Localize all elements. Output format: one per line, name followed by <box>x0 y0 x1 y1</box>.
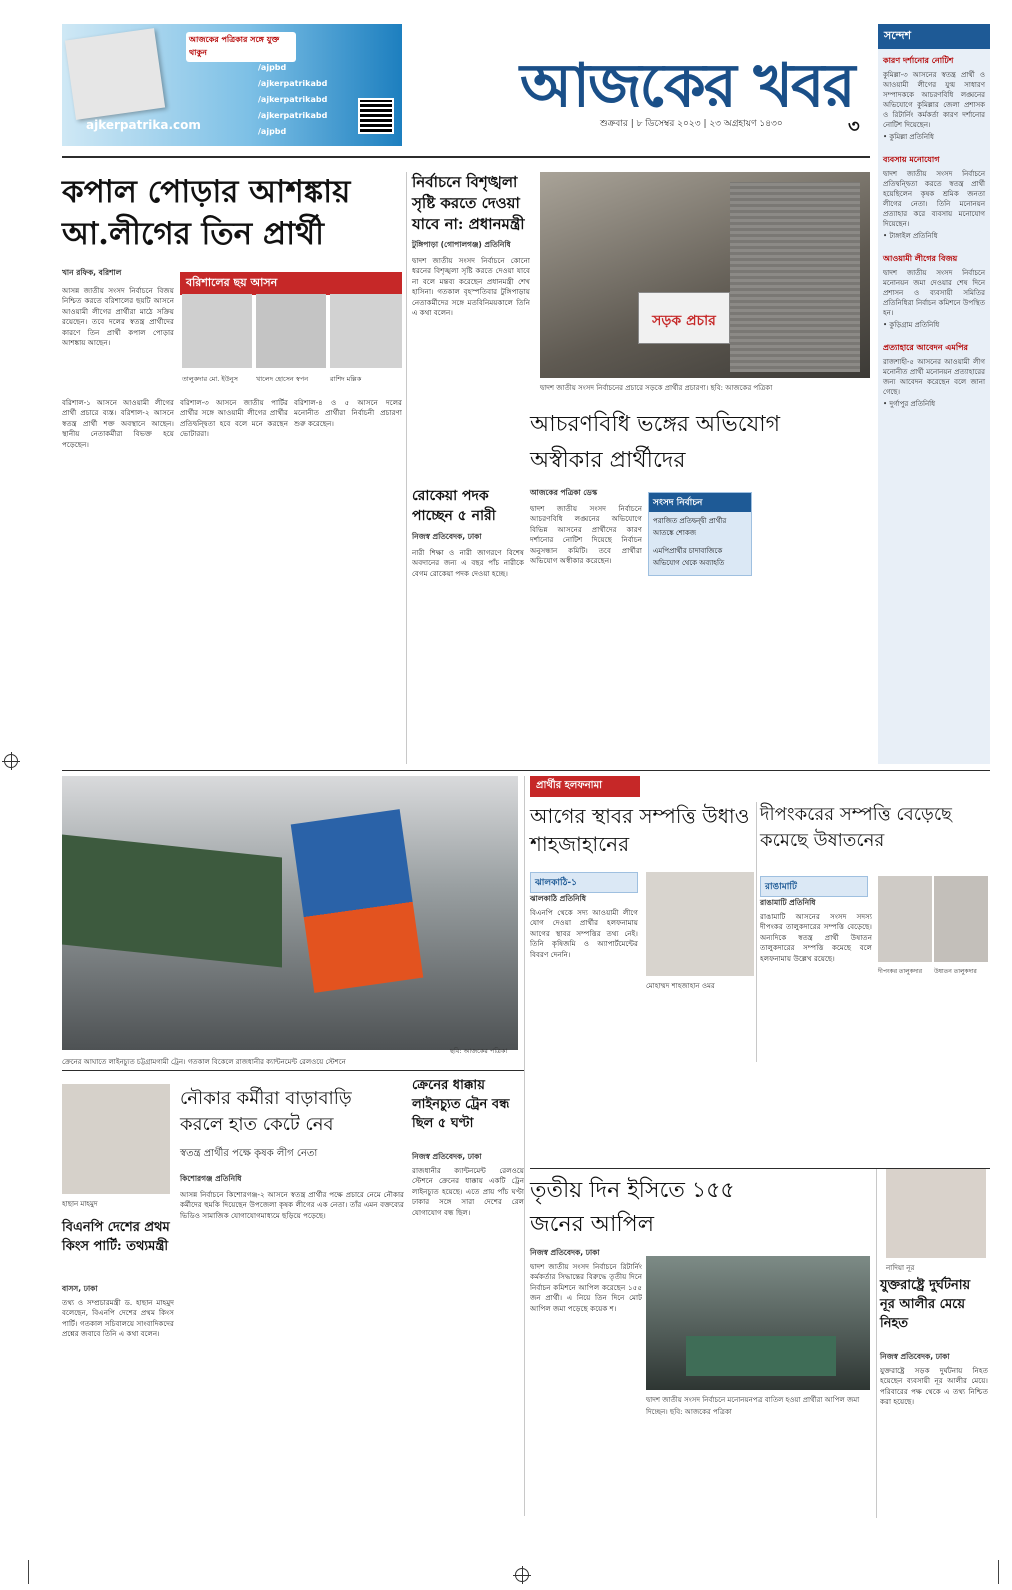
appeal-headline-line1[interactable]: তৃতীয় দিন ইসিতে ১৫৫ <box>530 1178 735 1203</box>
brief-credit: • দুর্গাপুর প্রতিনিধি <box>883 400 936 408</box>
header-rule <box>62 156 870 158</box>
candidate-caption: তালুকদার মো. ইউনুস <box>182 375 238 383</box>
shop-shutter <box>730 182 860 372</box>
affidavit-left-headline[interactable]: আগের স্থাবর সম্পত্তি উধাও শাহজাহানের <box>530 804 750 856</box>
affidavit-left-place: ঝালকাঠি-১ <box>530 872 638 893</box>
boat-headline[interactable]: নৌকার কর্মীরা বাড়াবাড়ি করলে হাত কেটে নেব <box>180 1088 352 1135</box>
ad-domain[interactable]: ajkerpatrika.com <box>86 118 201 132</box>
lead-text: বরিশাল-৪ ও ৫ আসনে দলের মনোনীত প্রার্থীরা নির্বাচনী প্রচারণা শুরু করেছেন। <box>294 398 402 428</box>
appeal-text: দ্বাদশ জাতীয় সংসদ নির্বাচনে রিটার্নিং কর্মকর্তার সিদ্ধান্তের বিরুদ্ধে তৃতীয় দিনে নির্বাচন কমিশনে আপিল করেছেন ১৫৫ জন প্রার্থী। এ নিয়ে তিন দিনে মোট আপিল জমা পড়েছে কয়েক শ। <box>530 1262 642 1313</box>
bnp-text: তথ্য ও সম্প্রচারমন্ত্রী ড. হাছান মাহমুদ বলেছেন, বিএনপি দেশের প্রথম কিংস পার্টি। গতকাল সচিবালয়ে সাংবাদিকদের প্রশ্নের জবাবে তিনি এ কথা বলেন। <box>62 1298 174 1339</box>
train-text: রাজধানীর ক্যান্টনমেন্ট রেলওয়ে স্টেশনে ক্রেনের ধাক্কায় একটি ট্রেন লাইনচ্যুত হয়েছে। এতে প্রায় পাঁচ ঘণ্টা ঢাকার সঙ্গে সারা দেশের রেল যোগাযোগ বন্ধ ছিল। <box>412 1166 524 1217</box>
rickshaw-campaign-photo <box>540 172 870 378</box>
campaign-sign <box>638 292 730 344</box>
affidavit-left-byline: ঝালকাঠি প্রতিনিধি <box>530 894 586 903</box>
crop-mark-icon <box>998 1560 999 1584</box>
conduct-headline-line2[interactable]: অস্বীকার প্রার্থীদের <box>530 448 686 473</box>
campaign-sign-text: সড়ক প্রচার <box>652 313 716 329</box>
qr-code[interactable] <box>358 98 394 134</box>
lead-text: আসন্ন জাতীয় সংসদ নির্বাচনে বিজয় নিশ্চিত করতে বরিশালের ছয়টি আসনে আওয়ামী লীগের প্রার্থীরা মাঠে সক্রিয় রয়েছেন। তবে দলের স্বতন্ত্র প্রার্থীদের কারণে তিন প্রার্থী কপাল পোড়ার আশঙ্কায় আছেন। <box>62 286 174 348</box>
ad-social-list <box>258 60 354 140</box>
ec-appeal-photo <box>646 1256 870 1390</box>
rokeya-text: নারী শিক্ষা ও নারী জাগরণে বিশেষ অবদানের জন্য এ বছর পাঁচ নারীকে বেগম রোকেয়া পদক দেওয়া হচ্ছে। <box>412 548 524 578</box>
lead-text: বরিশাল-৩ আসনে জাতীয় পার্টির প্রার্থীর সঙ্গে আওয়ামী লীগের প্রার্থীর প্রতিদ্বন্দ্বিতা হবে বলে মনে করছেন ভোটাররা। <box>180 398 288 439</box>
candidate-photo <box>182 294 252 368</box>
usa-headline[interactable]: যুক্তরাষ্ট্রে দুর্ঘটনায় নূর আলীর মেয়ে নিহত <box>880 1278 971 1331</box>
brief-title: আওয়ামী লীগের বিজয় <box>883 254 958 263</box>
affidavit-right-text: রাঙামাটি আসনের সংসদ সদস্য দীপংকর তালুকদারের সম্পত্তি বেড়েছে। অন্যদিকে স্বতন্ত্র প্রার্থী উষাতন তালুকদারের সম্পত্তি কমেছে বলে হলফনামায় উল্লেখ রয়েছে। <box>760 912 872 963</box>
bnp-byline: বাসস, ঢাকা <box>62 1284 98 1293</box>
boat-byline: কিশোরগঞ্জ প্রতিনিধি <box>180 1174 242 1183</box>
twitter-link[interactable]: /ajkerpatrikabd <box>258 79 328 88</box>
conduct-byline: আজকের পত্রিকা ডেস্ক <box>530 488 598 497</box>
affidavit-right-place: রাঙামাটি <box>760 876 868 897</box>
train-photo-credit: ছবি: আজকের পত্রিকা <box>450 1047 508 1055</box>
appeal-table <box>686 1336 836 1376</box>
bnp-headline[interactable]: বিএনপি দেশের প্রথম কিংস পার্টি: তথ্যমন্ত্রী <box>62 1220 170 1254</box>
pm-byline: টুঙ্গিপাড়া (গোপালগঞ্জ) প্রতিনিধি <box>412 240 511 249</box>
candidate-caption: খালেদ হোসেন স্বপন <box>256 375 309 383</box>
dateline: শুক্রবার | ৮ ডিসেম্বর ২০২৩ | ২৩ অগ্রহায়ণ ১৪৩০ <box>600 119 783 129</box>
header-advertisement[interactable] <box>62 24 402 146</box>
brief-title: প্রত্যাহারে আবেদন এমপির <box>883 343 968 352</box>
appeal-photo-caption: দ্বাদশ জাতীয় সংসদ নির্বাচনে মনোনয়নপত্র বাতিল হওয়া প্রার্থীরা আপিল জমা দিচ্ছেন। ছবি: আজকের পত্রিকা <box>646 1396 860 1416</box>
dipankar-photo <box>878 876 932 962</box>
brief-text: কুমিল্লা-৩ আসনের স্বতন্ত্র প্রার্থী ও আওয়ামী লীগের যুগ্ম সাধারণ সম্পাদককে আচরণবিধি লঙ্ঘনের অভিযোগে কুমিল্লার জেলা প্রশাসক ও রিটার্নিং কর্মকর্তা কারণ দর্শানোর নোটিশ দিয়েছেন। <box>883 71 985 129</box>
derailed-train-photo <box>62 776 518 1050</box>
candidate-photo <box>330 294 402 368</box>
lead-headline-line2[interactable]: আ.লীগের তিন প্রার্থী <box>62 216 325 252</box>
lead-tag: বরিশালের ছয় আসন <box>180 272 402 295</box>
sidebar-head: সন্দেশ <box>878 24 990 49</box>
brief-text: দ্বাদশ জাতীয় সংসদ নির্বাচনে প্রতিদ্বন্দ্বিতা করতে স্বতন্ত্র প্রার্থী হয়েছিলেন কৃষক শ্রমিক জনতা লীগের নেতা। তিনি মনোনয়ন প্রত্যাহার করে ব্যবসায় মনোযোগ দিয়েছেন। <box>883 170 985 228</box>
conduct-summary-box <box>648 492 752 576</box>
column-rule <box>876 1168 877 1518</box>
candidate-photo <box>256 294 326 368</box>
conduct-box-line: পরাজিত প্রতিদ্বন্দ্বী প্রার্থীর আতঙ্কে শোকজ <box>653 517 727 537</box>
lead-byline: খান রফিক, বরিশাল <box>62 268 122 277</box>
appeal-headline-line2[interactable]: জনের আপিল <box>530 1212 655 1237</box>
brief-credit: • কুড়িগ্রাম প্রতিনিধি <box>883 321 940 329</box>
registration-mark-icon <box>4 754 18 768</box>
rokeya-headline[interactable]: রোকেয়া পদক পাচ্ছেন ৫ নারী <box>412 488 496 524</box>
ushatan-caption: উষাতন তালুকদার <box>934 968 977 975</box>
column-rule <box>524 776 525 1516</box>
conduct-headline-line1[interactable]: আচরণবিধি ভঙ্গের অভিযোগ <box>530 412 781 437</box>
ad-tagline: আজকের পত্রিকার সঙ্গে যুক্ত থাকুন <box>186 32 296 62</box>
lead-headline-line1[interactable]: কপাল পোড়ার আশঙ্কায় <box>62 174 351 210</box>
youtube-link[interactable]: /ajkerpatrikabd <box>258 111 328 120</box>
instagram-link[interactable]: /ajkerpatrikabd <box>258 95 328 104</box>
train-photo-caption: ক্রেনের আঘাতে লাইনচ্যুত চট্টগ্রামগামী ট্রেন। গতকাল বিকেলে রাজধানীর ক্যান্টনমেন্ট রেলওয়ে স্টেশনে <box>62 1058 346 1066</box>
registration-mark-icon <box>515 1568 529 1582</box>
lead-text: বরিশাল-১ আসনে আওয়ামী লীগের প্রার্থী প্রচারে ব্যস্ত। বরিশাল-২ আসনে স্বতন্ত্র প্রার্থী শক্ত অবস্থানে আছেন। স্থানীয় নেতাকর্মীরা বিভক্ত হয়ে পড়েছেন। <box>62 398 174 449</box>
brief-credit: • কুমিল্লা প্রতিনিধি <box>883 133 934 141</box>
conduct-text: দ্বাদশ জাতীয় সংসদ নির্বাচনে আচরণবিধি লঙ্ঘনের অভিযোগে বিভিন্ন আসনের প্রার্থীদের কারণ দর্শানোর নোটিশ দিয়েছে নির্বাচন অনুসন্ধান কমিটি। তবে প্রার্থীরা অভিযোগ অস্বীকার করেছেন। <box>530 504 642 566</box>
ushatan-photo <box>934 876 988 962</box>
locomotive <box>291 809 424 993</box>
hasan-mahmud-photo <box>62 1084 170 1194</box>
usa-byline: নিজস্ব প্রতিবেদক, ঢাকা <box>880 1352 950 1361</box>
nadia-noor-caption: নাদিয়া নূর <box>886 1264 915 1272</box>
brief-credit: • টাঙ্গাইল প্রতিনিধি <box>883 232 938 240</box>
sidebar-briefs <box>878 24 990 764</box>
column-rule <box>406 172 407 764</box>
affidavit-left-text: বিএনপি থেকে সদ্য আওয়ামী লীগে যোগ দেওয়া প্রার্থীর হলফনামায় আগের স্থাবর সম্পত্তির তথ্য নেই। তিনি কৃষিজমি ও অ্যাপার্টমেন্টের বিবরণ দেননি। <box>530 908 638 959</box>
crop-mark-icon <box>28 1560 29 1584</box>
pm-headline[interactable]: নির্বাচনে বিশৃঙ্খলা সৃষ্টি করতে দেওয়া যাবে না: প্রধানমন্ত্রী <box>412 173 525 233</box>
top-photo-caption: দ্বাদশ জাতীয় সংসদ নির্বাচনের প্রচারে সড়কে প্রার্থীর প্রচারণা। ছবি: আজকের পত্রিকা <box>540 384 773 392</box>
rokeya-byline: নিজস্ব প্রতিবেদক, ঢাকা <box>412 532 482 541</box>
brief-title: কারণ দর্শানোর নোটিশ <box>883 56 954 65</box>
affidavit-right-byline: রাঙামাটি প্রতিনিধি <box>760 898 816 907</box>
conduct-box-head: সংসদ নির্বাচন <box>649 493 751 512</box>
newspaper-stack-image <box>65 28 165 120</box>
affidavit-tag: প্রার্থীর হলফনামা <box>530 776 640 797</box>
column-rule <box>756 802 757 1062</box>
nadia-noor-photo <box>886 1168 986 1258</box>
green-train-car <box>62 834 282 967</box>
candidate-caption: রাশিদ মল্লিক <box>330 375 362 383</box>
hasan-mahmud-caption: হাছান মাহমুদ <box>62 1200 98 1208</box>
section-rule <box>62 1070 524 1071</box>
dipankar-caption: দীপংকর তালুকদার <box>878 968 923 975</box>
pm-text: দ্বাদশ জাতীয় সংসদ নির্বাচনে কোনো ধরনের বিশৃঙ্খলা সৃষ্টি করতে দেওয়া যাবে না বলে মন্তব্য করেছেন প্রধানমন্ত্রী শেখ হাসিনা। গতকাল বৃহস্পতিবার টুঙ্গিপাড়ায় নেতাকর্মীদের সঙ্গে মতবিনিময়কালে তিনি এ কথা বলেন। <box>412 256 530 318</box>
train-headline[interactable]: ক্রেনের ধাক্কায় লাইনচ্যুত ট্রেন বন্ধ ছিল ৫ ঘণ্টা <box>412 1078 510 1131</box>
linkedin-link[interactable]: /ajpbd <box>258 127 287 136</box>
facebook-link[interactable]: /ajpbd <box>258 63 287 72</box>
affidavit-right-headline[interactable]: দীপংকরের সম্পত্তি বেড়েছে কমেছে উষাতনের <box>760 804 952 851</box>
shahjahan-caption: মোহাম্মদ শাহজাহান ওমর <box>646 982 715 990</box>
brief-title: ব্যবসায় মনোযোগ <box>883 155 940 164</box>
masthead-title: আজকের খবর <box>520 51 854 121</box>
mid-rule <box>62 770 990 771</box>
conduct-box-line: এমপিপ্রার্থীর চাদাবাজিকে অভিযোগ থেকে অব্যাহতি <box>653 547 725 567</box>
brief-text: দ্বাদশ জাতীয় সংসদ নির্বাচনে মনোনয়ন জমা দেওয়ার শেষ দিনে প্রশাসন ও ব্যবসায়ী সমিতির প্রতিনিধিরা নির্বাচন কমিশনে উপস্থিত হন। <box>883 269 985 317</box>
section-rule <box>530 1168 990 1169</box>
appeal-byline: নিজস্ব প্রতিবেদক, ঢাকা <box>530 1248 600 1257</box>
boat-text: আসন্ন নির্বাচনে কিশোরগঞ্জ-২ আসনে স্বতন্ত্র প্রার্থীর পক্ষে প্রচারে নেমে নৌকার কর্মীদের হুমকি দিয়েছেন উপজেলা কৃষক লীগের এক নেতা। তাঁর এমন বক্তব্যের ভিডিও সামাজিক যোগাযোগমাধ্যমে ছড়িয়ে পড়েছে। <box>180 1190 404 1220</box>
page-number: ৩ <box>848 116 860 137</box>
train-byline: নিজস্ব প্রতিবেদক, ঢাকা <box>412 1152 482 1161</box>
shahjahan-photo <box>646 872 754 976</box>
boat-subhead: স্বতন্ত্র প্রার্থীর পক্ষে কৃষক লীগ নেতা <box>180 1148 318 1159</box>
brief-text: রাজশাহী-৫ আসনের আওয়ামী লীগ মনোনীত প্রার্থী মনোনয়ন প্রত্যাহারের জন্য আবেদন করেছেন বলে জানা গেছে। <box>883 358 985 396</box>
usa-text: যুক্তরাষ্ট্রে সড়ক দুর্ঘটনায় নিহত হয়েছেন ব্যবসায়ী নূর আলীর মেয়ে। পরিবারের পক্ষ থেকে এ তথ্য নিশ্চিত করা হয়েছে। <box>880 1366 988 1407</box>
